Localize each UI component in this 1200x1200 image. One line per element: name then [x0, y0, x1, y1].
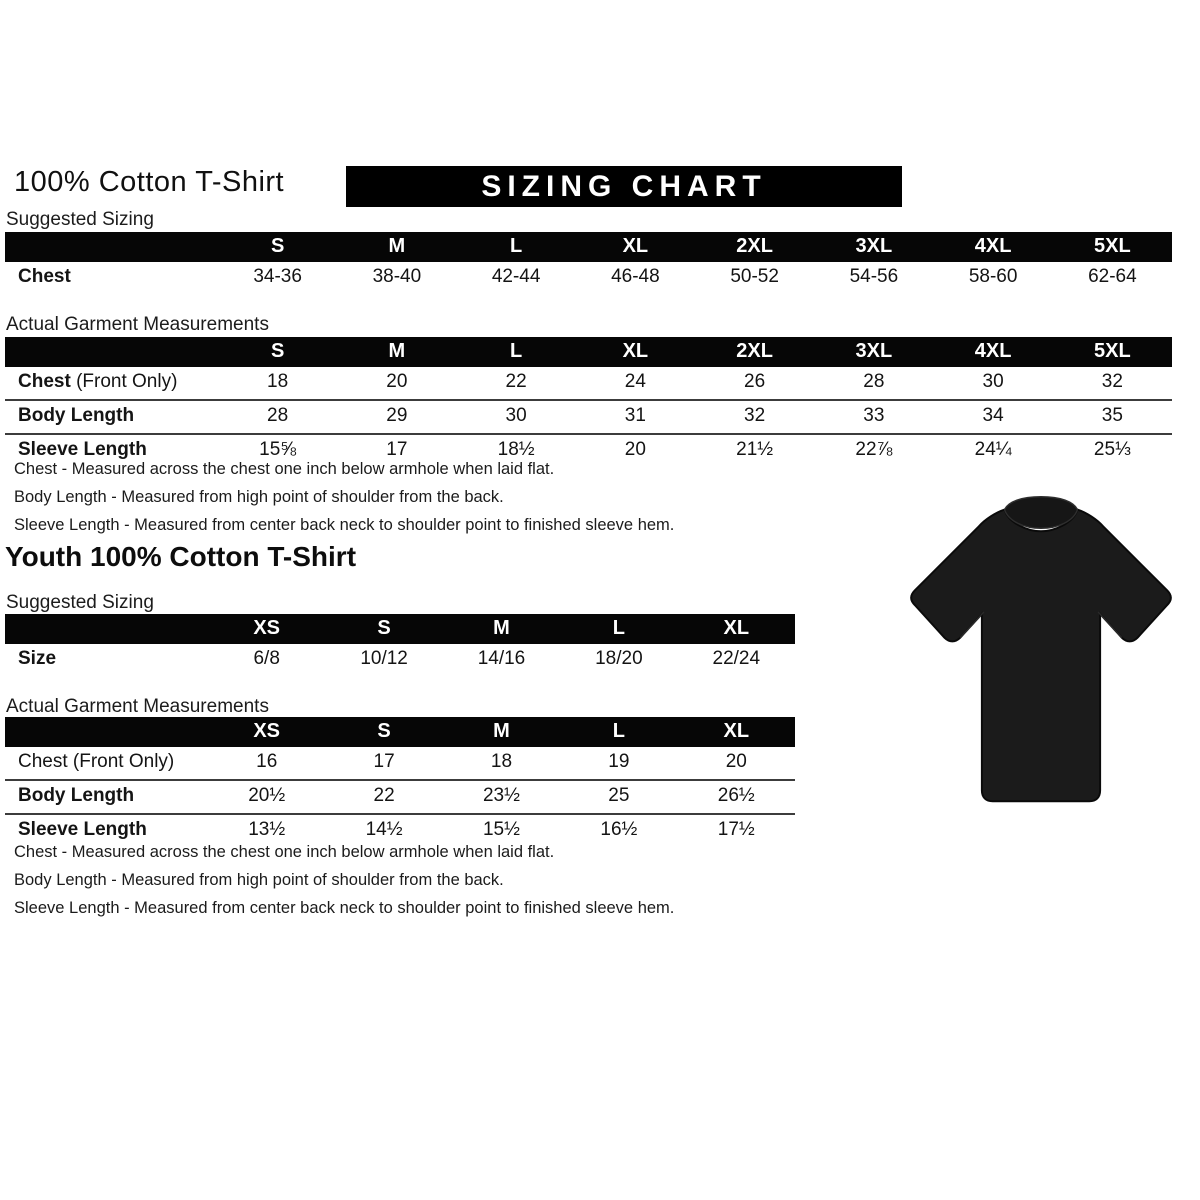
note-sleeve-length: Sleeve Length - Measured from center back neck to shoulder point to finished sleeve hem. — [14, 899, 675, 917]
youth-suggested-sizing-label: Suggested Sizing — [6, 592, 154, 613]
size-column-header: M — [443, 614, 560, 644]
measurement-cell: 10/12 — [360, 648, 408, 669]
youth-suggested-sizing-table — [5, 614, 795, 676]
measurement-cell: 18/20 — [595, 648, 643, 669]
measurement-cell: 16 — [208, 747, 325, 780]
table-header-row — [5, 614, 795, 644]
measurement-cell: 30 — [934, 367, 1053, 400]
measurement-cell: 25⅓ — [1093, 439, 1131, 460]
note-chest: Chest - Measured across the chest one inch below armhole when laid flat. — [14, 460, 555, 478]
table-header-row — [5, 337, 1172, 367]
measurement-cell: 18 — [218, 367, 337, 400]
size-column-header: 4XL — [934, 337, 1053, 367]
measurement-cell: 31 — [576, 400, 695, 434]
measurement-cell: 13½ — [248, 819, 286, 840]
measurement-cell: 33 — [814, 400, 933, 434]
size-table — [5, 337, 1172, 467]
size-table — [5, 717, 795, 847]
measurement-cell: 34 — [934, 400, 1053, 434]
size-column-header: M — [337, 337, 456, 367]
measurement-cell: 24¼ — [974, 439, 1012, 460]
size-column-header: XL — [678, 614, 795, 644]
size-column-header: S — [218, 337, 337, 367]
measurement-cell: 18 — [443, 747, 560, 780]
measurement-cell: 28 — [814, 367, 933, 400]
size-column-header: 5XL — [1053, 337, 1172, 367]
row-label: Body Length — [5, 780, 208, 814]
row-label: Sleeve Length — [18, 819, 147, 840]
tshirt-body-shape — [911, 510, 1171, 802]
measurement-cell: 20 — [337, 367, 456, 400]
header-spacer-cell — [5, 614, 208, 644]
table-header-row — [5, 717, 795, 747]
size-column-header: 5XL — [1053, 232, 1172, 262]
table-header-row — [5, 232, 1172, 262]
measurement-cell: 24 — [576, 367, 695, 400]
measurement-cell: 34-36 — [253, 266, 302, 287]
measurement-cell: 32 — [1053, 367, 1172, 400]
measurement-cell: 30 — [457, 400, 576, 434]
row-label: Chest — [18, 266, 71, 287]
measurement-cell: 20 — [678, 747, 795, 780]
size-column-header: 2XL — [695, 232, 814, 262]
youth-measurement-notes — [14, 841, 674, 925]
measurement-cell: 14/16 — [477, 648, 526, 669]
row-label: Sleeve Length — [18, 439, 147, 460]
table-row — [5, 644, 795, 676]
measurement-cell: 21½ — [736, 439, 774, 460]
measurement-cell: 15⅝ — [259, 439, 297, 460]
measurement-cell: 18½ — [497, 439, 535, 460]
measurement-cell: 26½ — [678, 780, 795, 814]
youth-actual-measurements-table — [5, 717, 795, 847]
table-row — [5, 780, 795, 814]
note-body-length: Body Length - Measured from high point of shoulder from the back. — [14, 871, 504, 889]
note-body-length: Body Length - Measured from high point of shoulder from the back. — [14, 488, 504, 506]
adult-suggested-sizing-table — [5, 232, 1172, 294]
measurement-cell: 32 — [695, 400, 814, 434]
note-chest: Chest - Measured across the chest one inch below armhole when laid flat. — [14, 843, 555, 861]
row-label: Body Length — [5, 400, 218, 434]
measurement-cell: 22 — [325, 780, 442, 814]
size-column-header: XL — [576, 337, 695, 367]
row-label: Size — [18, 648, 57, 669]
measurement-cell: 16½ — [600, 819, 638, 840]
measurement-cell: 19 — [560, 747, 677, 780]
size-column-header: S — [218, 232, 337, 262]
size-column-header: 3XL — [814, 337, 933, 367]
size-column-header: L — [457, 337, 576, 367]
measurement-cell: 6/8 — [253, 648, 280, 669]
note-sleeve-length: Sleeve Length - Measured from center back neck to shoulder point to finished sleeve hem. — [14, 516, 675, 534]
measurement-cell: 58-60 — [968, 266, 1018, 287]
youth-actual-measurements-label: Actual Garment Measurements — [6, 696, 269, 717]
size-table — [5, 232, 1172, 294]
measurement-cell: 29 — [337, 400, 456, 434]
size-table — [5, 614, 795, 676]
table-row — [5, 262, 1172, 294]
measurement-cell: 20½ — [208, 780, 325, 814]
measurement-cell: 42-44 — [491, 266, 541, 287]
measurement-cell: 23½ — [443, 780, 560, 814]
youth-section-title: Youth 100% Cotton T-Shirt — [5, 541, 357, 572]
row-label: Chest (Front Only) — [5, 747, 208, 780]
size-column-header: L — [560, 614, 677, 644]
size-column-header: 4XL — [934, 232, 1053, 262]
header-spacer-cell — [5, 232, 218, 262]
measurement-cell: 14½ — [365, 819, 403, 840]
size-column-header: S — [325, 614, 442, 644]
adult-suggested-sizing-label: Suggested Sizing — [6, 209, 154, 230]
table-row — [5, 367, 1172, 400]
measurement-cell: 17 — [325, 747, 442, 780]
measurement-cell: 46-48 — [611, 266, 660, 287]
row-label: Chest (Front Only) — [5, 367, 218, 400]
measurement-cell: 17 — [386, 439, 408, 460]
adult-actual-measurements-table — [5, 337, 1172, 467]
size-column-header: XS — [208, 614, 325, 644]
measurement-cell: 22⅞ — [855, 439, 893, 460]
measurement-cell: 20 — [624, 439, 646, 460]
measurement-cell: 50-52 — [730, 266, 779, 287]
size-column-header: XL — [576, 232, 695, 262]
measurement-cell: 25 — [560, 780, 677, 814]
adult-actual-measurements-label: Actual Garment Measurements — [6, 314, 269, 335]
measurement-cell: 22 — [457, 367, 576, 400]
measurement-cell: 17½ — [717, 819, 755, 840]
header-spacer-cell — [5, 337, 218, 367]
size-column-header: 2XL — [695, 337, 814, 367]
size-column-header: L — [457, 232, 576, 262]
measurement-cell: 26 — [695, 367, 814, 400]
sizing-chart-banner: SIZING CHART — [346, 166, 902, 207]
size-column-header: M — [443, 717, 560, 747]
size-column-header: 3XL — [814, 232, 933, 262]
table-row — [5, 400, 1172, 434]
measurement-cell: 38-40 — [372, 266, 422, 287]
size-column-header: XL — [678, 717, 795, 747]
measurement-cell: 62-64 — [1088, 266, 1137, 287]
page-title: 100% Cotton T-Shirt — [14, 166, 285, 198]
size-column-header: XS — [208, 717, 325, 747]
measurement-cell: 15½ — [482, 819, 520, 840]
measurement-cell: 35 — [1053, 400, 1172, 434]
measurement-cell: 28 — [218, 400, 337, 434]
black-tshirt-image — [892, 480, 1190, 815]
measurement-cell: 22/24 — [712, 648, 761, 669]
measurement-cell: 54-56 — [849, 266, 899, 287]
size-column-header: M — [337, 232, 456, 262]
table-row — [5, 747, 795, 780]
adult-measurement-notes — [14, 458, 674, 542]
header-spacer-cell — [5, 717, 208, 747]
size-column-header: L — [560, 717, 677, 747]
size-column-header: S — [325, 717, 442, 747]
